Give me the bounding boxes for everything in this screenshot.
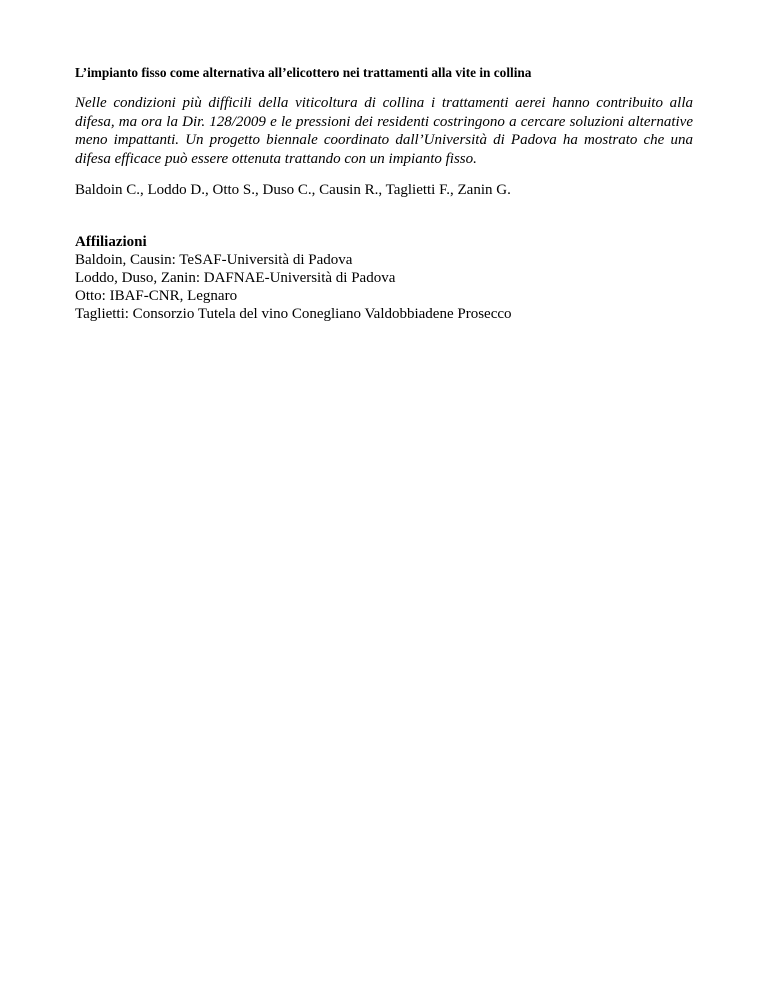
affiliation-item: Otto: IBAF-CNR, Legnaro [75,288,238,304]
affiliation-item: Baldoin, Causin: TeSAF-Università di Padova [75,252,353,268]
affiliations-list [75,251,693,323]
author-list: Baldoin C., Loddo D., Otto S., Duso C., Causin R., Taglietti F., Zanin G. [75,182,511,198]
document-title: L’impianto fisso come alternativa all’elicottero nei trattamenti alla vite in collina [75,65,532,80]
abstract-paragraph: Nelle condizioni più difficili della viticoltura di collina i trattamenti aerei hanno contribuito alla difesa, ma ora la Dir. 128/2009 e le pressioni dei residenti costringono a cercare soluzioni alternative meno impattanti. Un progetto biennale coordinato dall’Università di Padova ha mostrato che una difesa efficace può essere ottenuta trattando con un impianto fisso. [75,95,693,167]
affiliation-item: Taglietti: Consorzio Tutela del vino Conegliano Valdobbiadene Prosecco [75,306,512,322]
affiliation-item: Loddo, Duso, Zanin: DAFNAE-Università di Padova [75,270,396,286]
affiliations-section [75,233,693,323]
affiliations-heading: Affiliazioni [75,234,147,250]
